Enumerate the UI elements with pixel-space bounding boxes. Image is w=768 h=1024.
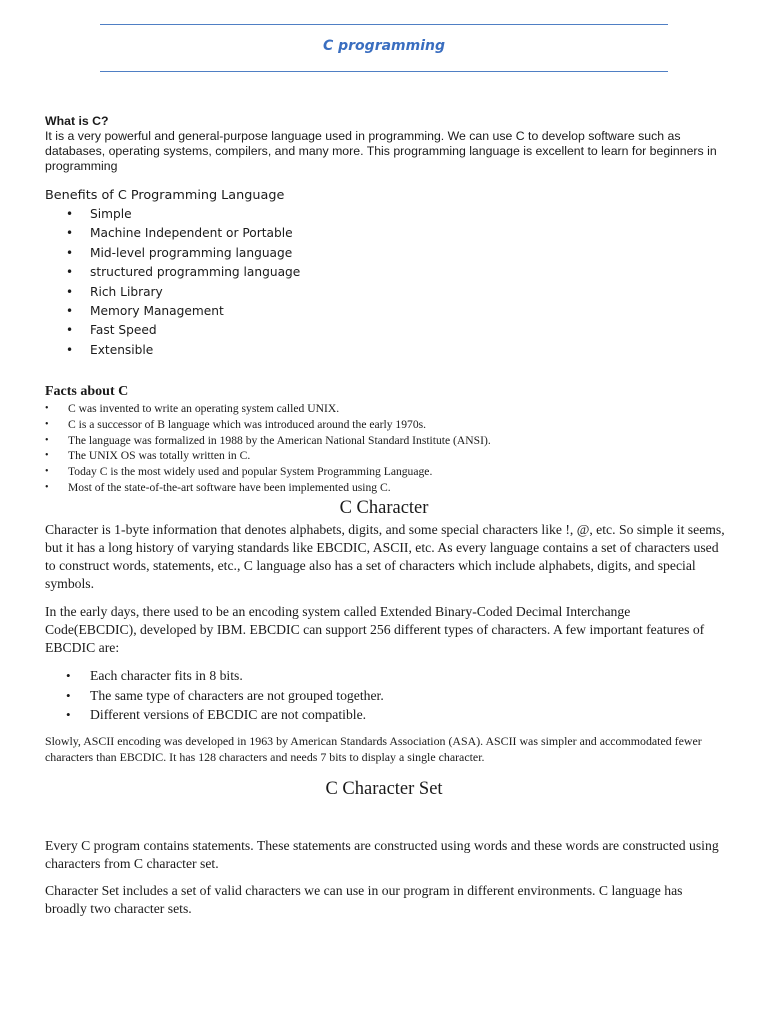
c-character-paragraph-1: Character is 1-byte information that denotes alphabets, digits, and some special characters like !, @, etc. So simple it seems, but it has a long history of varying standards like EBCDIC, ASCII, etc. As every language contains a set of characters used to construct words, statements, etc., C language also has a set of characters which include alphabets, digits, and special symbols. [45, 522, 725, 591]
list-item: • Memory Management [45, 302, 725, 321]
list-item: • Machine Independent or Portable [45, 224, 725, 243]
list-item: • Today C is the most widely used and popular System Programming Language. [45, 464, 725, 480]
what-is-c-section [45, 114, 725, 174]
header-top-rule [100, 24, 668, 25]
list-item: • Rich Library [45, 283, 725, 302]
list-item: • C is a successor of B language which was introduced around the early 1970s. [45, 417, 725, 433]
c-character-paragraph-2: In the early days, there used to be an encoding system called Extended Binary-Coded Decimal Interchange Code(EBCDIC), developed by IBM. EBCDIC can support 256 different types of characters. A few important features of EBCDIC are: [45, 604, 705, 655]
list-item: • Fast Speed [45, 321, 725, 340]
c-character-heading: C Character [339, 498, 429, 518]
list-item: • Different versions of EBCDIC are not compatible. [45, 705, 725, 725]
list-item: • structured programming language [45, 263, 725, 282]
ebcdic-features-list [45, 666, 725, 725]
c-character-set-heading: C Character Set [325, 779, 443, 799]
ascii-paragraph: Slowly, ASCII encoding was developed in 1963 by American Standards Association (ASA). ASCII was simpler and accommodated fewer characters than EBCDIC. It has 128 characters and needs 7 bits to display a single character. [45, 734, 702, 764]
c-character-set-paragraph-2: Character Set includes a set of valid characters we can use in our program in different environments. C language has broadly two character sets. [45, 883, 683, 916]
list-item: • Extensible [45, 341, 725, 360]
list-item: • Simple [45, 205, 725, 224]
page-title: C programming [322, 38, 446, 54]
list-item: • C was invented to write an operating system called UNIX. [45, 401, 725, 417]
what-is-c-body: It is a very powerful and general-purpose language used in programming. We can use C to develop software such as databases, operating systems, compilers, and many more. This programming language is excellent to learn for beginners in programming [45, 129, 717, 173]
what-is-c-heading: What is C? [45, 114, 109, 128]
benefits-heading: Benefits of C Programming Language [45, 188, 285, 203]
c-character-set-paragraph-1: Every C program contains statements. These statements are constructed using words and these words are constructed using characters from C character set. [45, 838, 719, 871]
list-item: • Mid-level programming language [45, 244, 725, 263]
header-bottom-rule [100, 71, 668, 72]
benefits-list [45, 205, 725, 360]
list-item: • The same type of characters are not grouped together. [45, 686, 725, 706]
facts-heading: Facts about C [45, 384, 129, 399]
facts-list [45, 401, 725, 496]
facts-section [45, 383, 725, 496]
list-item: • Each character fits in 8 bits. [45, 666, 725, 686]
list-item: • The UNIX OS was totally written in C. [45, 448, 725, 464]
list-item: • The language was formalized in 1988 by the American National Standard Institute (ANSI). [45, 433, 725, 449]
benefits-section [45, 187, 725, 360]
list-item: • Most of the state-of-the-art software have been implemented using C. [45, 480, 725, 496]
